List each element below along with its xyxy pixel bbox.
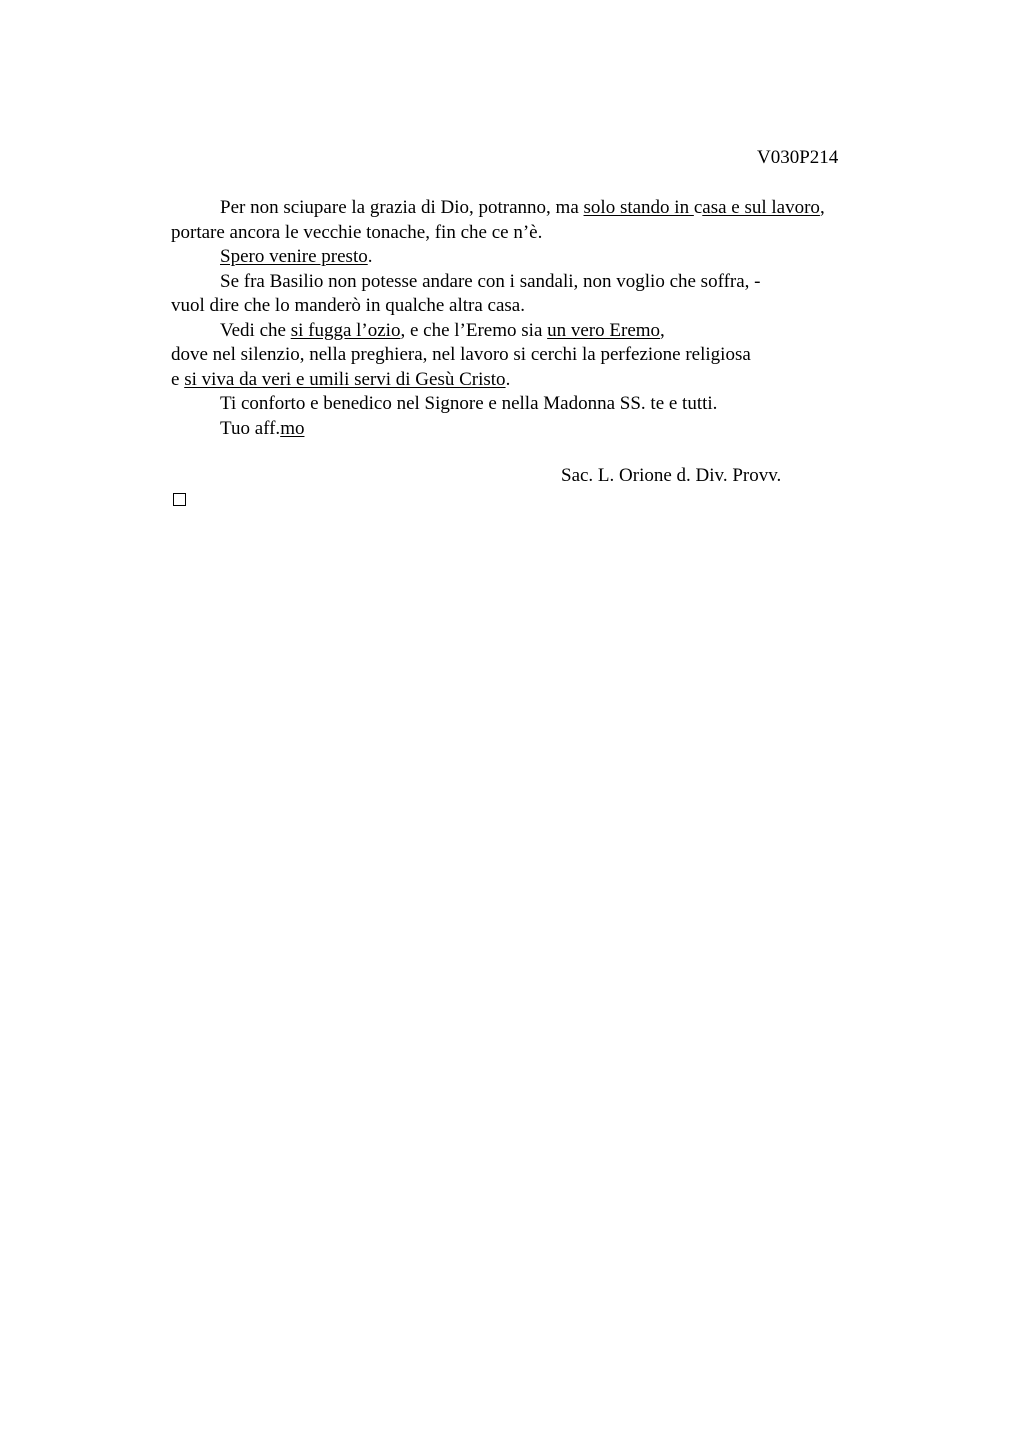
empty-square-icon — [173, 493, 186, 506]
text-segment: , — [660, 319, 665, 341]
text-segment: . — [367, 246, 373, 267]
letter-line — [171, 221, 891, 246]
underlined-text: mo — [280, 417, 305, 439]
text-segment: c — [693, 197, 703, 218]
text-segment: . — [505, 368, 511, 390]
text-segment: Ti conforto e benedico nel Signore e nella Madonna SS. te e tutti. — [220, 393, 718, 414]
text-segment: portare ancora le vecchie tonache, fin che ce n’è. — [171, 221, 543, 243]
letter-line — [171, 392, 891, 417]
letter-line — [171, 270, 891, 295]
letter-line — [171, 245, 891, 270]
underlined-text: Spero venire presto — [220, 246, 368, 267]
letter-line — [171, 319, 891, 344]
text-segment: , e che l’Eremo sia — [400, 319, 548, 341]
letter-body — [171, 196, 891, 441]
underlined-text: solo stando in — [583, 197, 694, 218]
text-segment: dove nel silenzio, nella preghiera, nel lavoro si cerchi la perfezione religiosa — [171, 344, 751, 365]
letter-line — [171, 343, 891, 368]
signature: Sac. L. Orione d. Div. Provv. — [561, 465, 782, 486]
text-segment: , — [819, 197, 825, 218]
text-segment: Tuo aff. — [220, 417, 281, 439]
text-segment: Per non sciupare la grazia di Dio, potranno, ma — [220, 197, 584, 218]
page-identifier: V030P214 — [757, 147, 839, 168]
text-segment: e — [171, 368, 185, 390]
letter-line — [171, 417, 891, 442]
underlined-text: asa e sul lavoro — [702, 197, 820, 218]
underlined-text: un vero Eremo — [547, 319, 661, 341]
letter-line — [171, 368, 891, 393]
text-segment: Vedi che — [220, 319, 291, 341]
text-segment: Se fra Basilio non potesse andare con i sandali, non voglio che soffra, - — [220, 270, 761, 292]
letter-line — [171, 294, 891, 319]
underlined-text: si viva da veri e umili servi di Gesù Cristo — [184, 368, 506, 390]
letter-line — [171, 196, 891, 221]
underlined-text: si fugga l’ozio — [290, 319, 401, 341]
text-segment: vuol dire che lo manderò in qualche altra casa. — [171, 295, 525, 316]
